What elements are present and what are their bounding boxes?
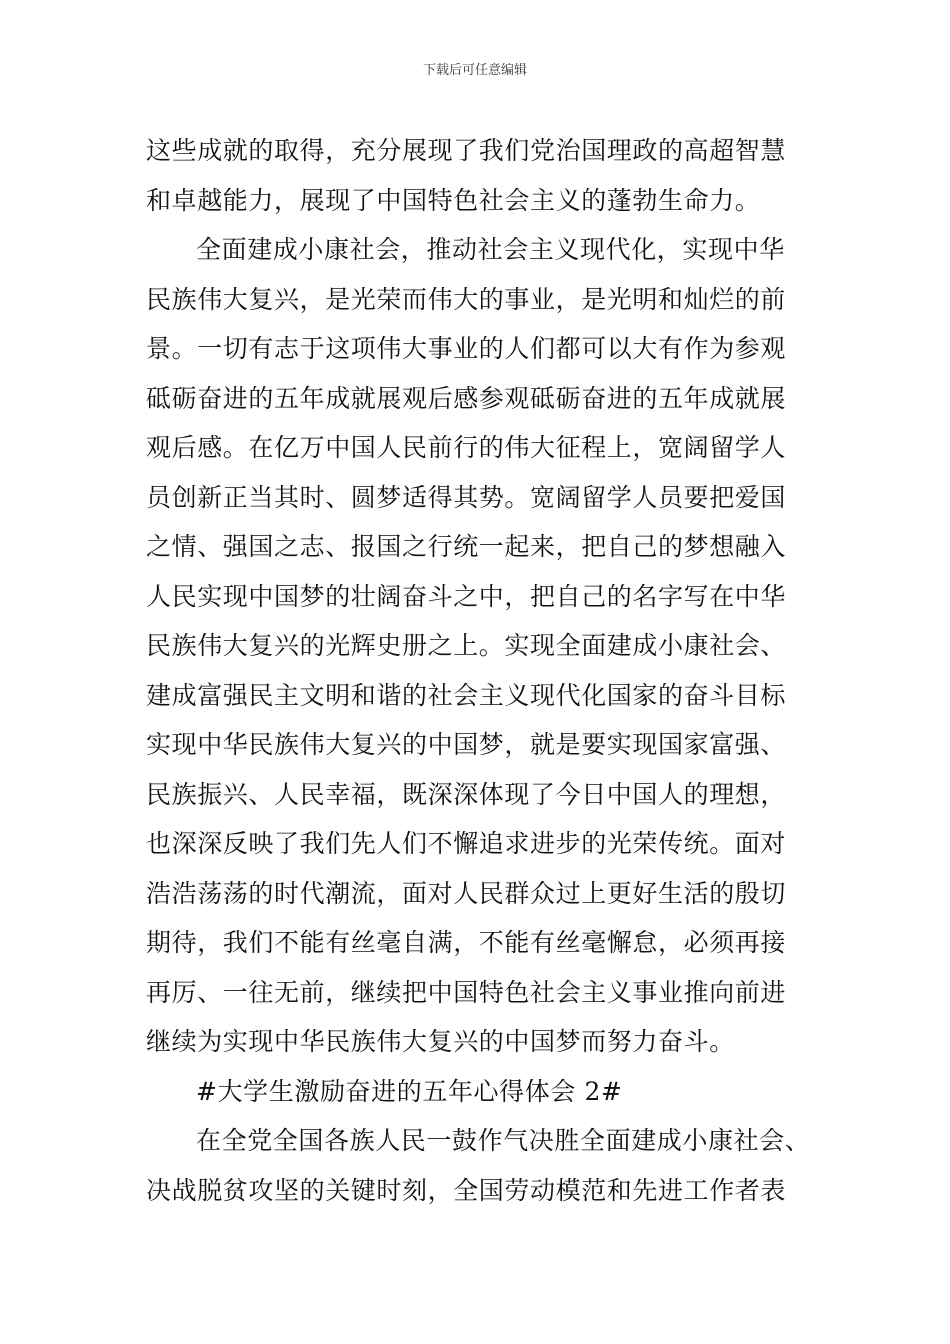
text-line: 景。一切有志于这项伟大事业的人们都可以大有作为参观 <box>146 334 787 363</box>
text-line: 期待，我们不能有丝毫自满，不能有丝毫懈怠，必须再接 <box>146 928 787 957</box>
text-line: 在全党全国各族人民一鼓作气决胜全面建成小康社会、 <box>196 1126 811 1155</box>
text-line: 也深深反映了我们先人们不懈追求进步的光荣传统。面对 <box>146 829 787 858</box>
text-line: 再厉、一往无前，继续把中国特色社会主义事业推向前进 <box>146 977 787 1007</box>
text-line: 继续为实现中华民族伟大复兴的中国梦而努力奋斗。 <box>146 1027 735 1056</box>
text-line: 民族伟大复兴的光辉史册之上。实现全面建成小康社会、 <box>146 631 787 660</box>
text-line: 员创新正当其时、圆梦适得其势。宽阔留学人员要把爱国 <box>146 482 787 512</box>
text-line: 全面建成小康社会，推动社会主义现代化，实现中华 <box>196 235 785 264</box>
text-line: 这些成就的取得，充分展现了我们党治国理政的高超智慧 <box>146 136 787 165</box>
text-line: #大学生激励奋进的五年心得体会 2# <box>196 1076 623 1106</box>
text-line: 之情、强国之志、报国之行统一起来，把自己的梦想融入 <box>146 532 787 561</box>
text-line: 民族伟大复兴，是光荣而伟大的事业，是光明和灿烂的前 <box>146 284 787 314</box>
text-line: 实现中华民族伟大复兴的中国梦，就是要实现国家富强、 <box>146 730 787 759</box>
text-line: 观后感。在亿万中国人民前行的伟大征程上，宽阔留学人 <box>146 433 787 462</box>
document-body <box>146 126 846 1215</box>
text-line: 浩浩荡荡的时代潮流，面对人民群众过上更好生活的殷切 <box>146 878 787 908</box>
page-header: 下载后可任意编辑 <box>422 63 527 78</box>
text-line: 和卓越能力，展现了中国特色社会主义的蓬勃生命力。 <box>146 185 761 215</box>
text-line: 建成富强民主文明和谐的社会主义现代化国家的奋斗目标 <box>146 680 787 710</box>
text-line: 砥砺奋进的五年成就展观后感参观砥砺奋进的五年成就展 <box>146 383 787 413</box>
text-line: 决战脱贫攻坚的关键时刻，全国劳动模范和先进工作者表 <box>146 1175 787 1205</box>
text-line: 民族振兴、人民幸福，既深深体现了今日中国人的理想， <box>146 779 787 809</box>
text-line: 人民实现中国梦的壮阔奋斗之中，把自己的名字写在中华 <box>146 581 787 611</box>
